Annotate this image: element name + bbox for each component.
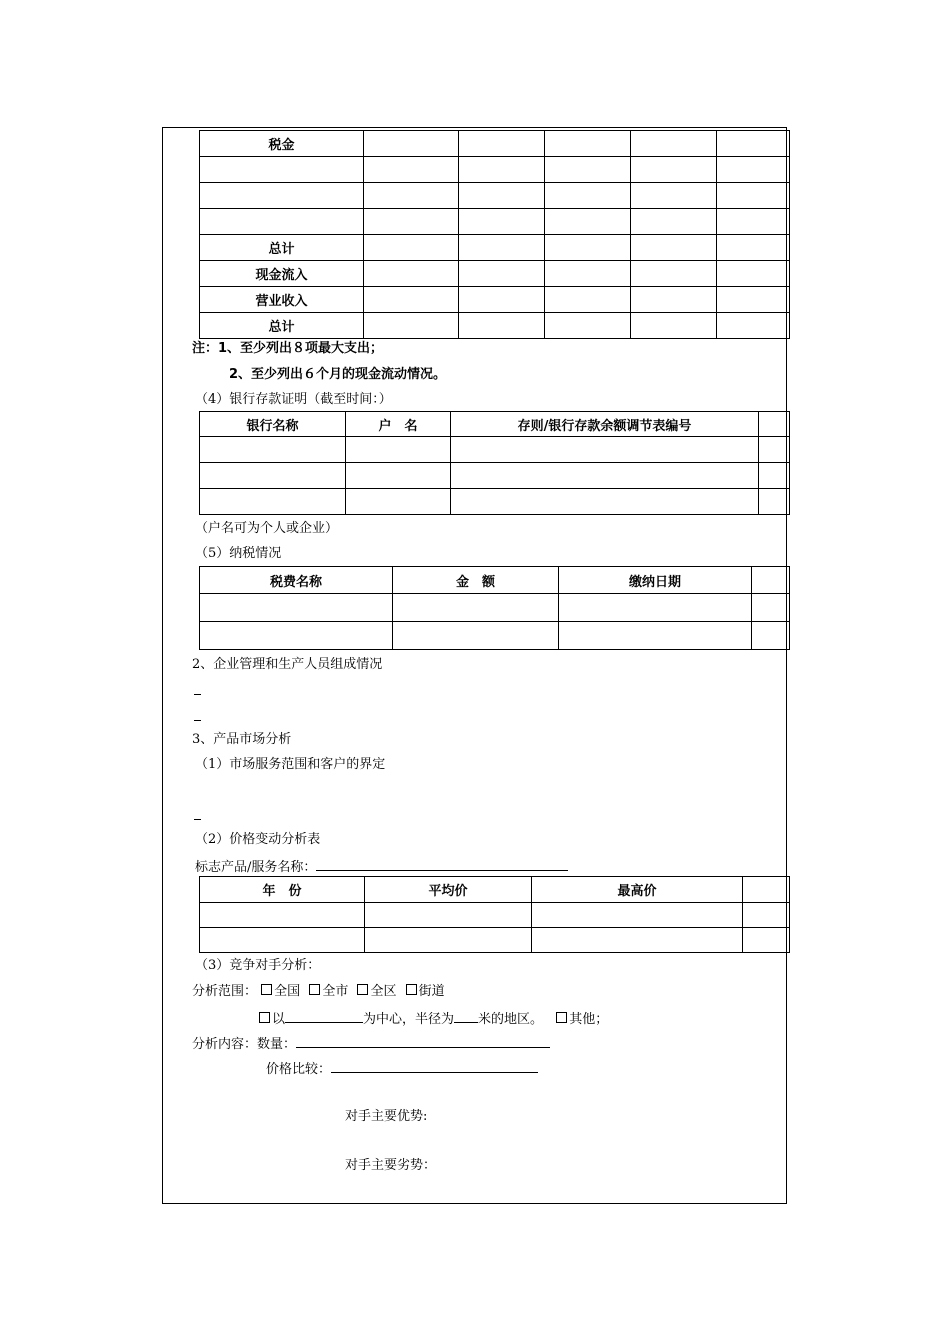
other-option[interactable]: 其他； [556,1012,608,1027]
tax-table [199,566,790,650]
table-cell [364,287,459,313]
section-3-sub-2: （2）价格变动分析表 [195,832,321,847]
scope-option-national[interactable]: 全国 [261,984,300,999]
advantage-label: 对手主要优势: [345,1109,428,1124]
table-row [200,131,790,157]
scope-row [192,984,445,1000]
tax-header-date: 缴纳日期 [559,567,752,594]
checkbox-icon [261,984,272,995]
table-cell [717,287,790,313]
table-row [200,209,790,235]
cashflow-table [199,130,790,339]
bank-header-account: 户 名 [346,412,451,437]
bank-header-name: 银行名称 [200,412,346,437]
price-compare-label: 价格比较： [266,1062,332,1077]
table-cell [717,183,790,209]
bank-header-number: 存则/银行存款余额调节表编号 [451,412,759,437]
table-cell [364,313,459,339]
table-cell [545,261,631,287]
scope-option-district[interactable]: 全区 [357,984,396,999]
table-cell [364,261,459,287]
table-cell [459,183,545,209]
quantity-field[interactable] [296,1034,550,1048]
table-row [200,261,790,287]
bank-table [199,411,790,515]
table-cell [459,313,545,339]
tax-header-amount: 金 额 [393,567,559,594]
table-cell [631,157,717,183]
content-row [192,1034,550,1053]
product-name-label: 标志产品/服务名称： [195,860,317,875]
table-row [200,489,790,515]
cashflow-row-label [200,157,364,183]
tax-heading: （5）纳税情况 [195,546,282,561]
scope-option-street[interactable]: 街道 [406,984,445,999]
table-cell [631,287,717,313]
cashflow-row-label: 现金流入 [200,261,364,287]
bank-header-extra [759,412,790,437]
competitor-heading: （3）竞争对手分析： [195,958,321,973]
checkbox-icon [406,984,417,995]
table-cell [459,261,545,287]
table-cell [459,157,545,183]
table-cell [545,157,631,183]
scope-option-city[interactable]: 全市 [309,984,348,999]
table-cell [631,261,717,287]
table-cell [459,235,545,261]
price-header-average: 平均价 [365,877,532,903]
table-row [200,594,790,622]
cashflow-row-label [200,209,364,235]
blank-line-marker [194,720,201,721]
table-cell [364,183,459,209]
bank-heading: （4）银行存款证明（截至时间：） [195,392,392,407]
disadvantage-label: 对手主要劣势： [345,1158,437,1173]
checkbox-icon [259,1012,270,1023]
table-row [200,235,790,261]
table-row [200,157,790,183]
table-cell [631,183,717,209]
table-cell [459,287,545,313]
table-row [200,928,790,953]
table-cell [364,157,459,183]
price-header-extra [743,877,790,903]
product-name-row [195,857,568,876]
table-row [200,313,790,339]
radius-row [259,1009,608,1028]
table-row [200,622,790,650]
blank-line-marker [194,819,201,820]
table-row [200,903,790,928]
table-row [200,287,790,313]
table-cell [545,287,631,313]
table-cell [631,131,717,157]
table-cell [717,209,790,235]
price-header-highest: 最高价 [532,877,743,903]
table-cell [459,131,545,157]
note-1: 注：1、至少列出８项最大支出； [192,341,384,356]
radius-option[interactable]: 以 [259,1012,285,1027]
table-row [200,463,790,489]
price-header-year: 年 份 [200,877,365,903]
table-cell [717,313,790,339]
table-cell [631,235,717,261]
checkbox-icon [556,1012,567,1023]
price-table [199,876,790,953]
cashflow-row-label: 营业收入 [200,287,364,313]
table-cell [545,183,631,209]
cashflow-row-label [200,183,364,209]
tax-header-name: 税费名称 [200,567,393,594]
table-cell [717,157,790,183]
price-compare-row [266,1059,538,1078]
bank-footnote: （户名可为个人或企业） [195,521,339,536]
table-cell [717,261,790,287]
checkbox-icon [357,984,368,995]
table-cell [545,209,631,235]
table-row [200,437,790,463]
cashflow-row-label: 总计 [200,235,364,261]
table-cell [364,131,459,157]
section-3-sub-1: （1）市场服务范围和客户的界定 [195,757,386,772]
table-cell [364,235,459,261]
radius-center-field[interactable] [285,1009,363,1023]
table-cell [459,209,545,235]
table-cell [545,235,631,261]
blank-line-marker [194,694,201,695]
note-2: 2、至少列出６个月的现金流动情况。 [229,367,447,382]
radius-value-field[interactable] [454,1009,478,1023]
table-cell [364,209,459,235]
radius-mid-text: 为中心，半径为 [363,1012,455,1027]
content-label: 分析内容：数量： [192,1037,297,1052]
radius-suffix-text: 米的地区。 [478,1012,544,1027]
table-cell [545,313,631,339]
checkbox-icon [309,984,320,995]
product-name-field[interactable] [316,857,568,871]
section-3-title: 3、产品市场分析 [192,732,292,747]
cashflow-row-label: 税金 [200,131,364,157]
table-cell [631,209,717,235]
table-cell [717,131,790,157]
table-row [200,183,790,209]
tax-header-extra [752,567,790,594]
cashflow-row-label: 总计 [200,313,364,339]
table-cell [545,131,631,157]
table-cell [717,235,790,261]
table-cell [631,313,717,339]
price-compare-field[interactable] [331,1059,538,1073]
section-2-title: 2、企业管理和生产人员组成情况 [192,657,383,672]
scope-label: 分析范围： [192,984,258,999]
